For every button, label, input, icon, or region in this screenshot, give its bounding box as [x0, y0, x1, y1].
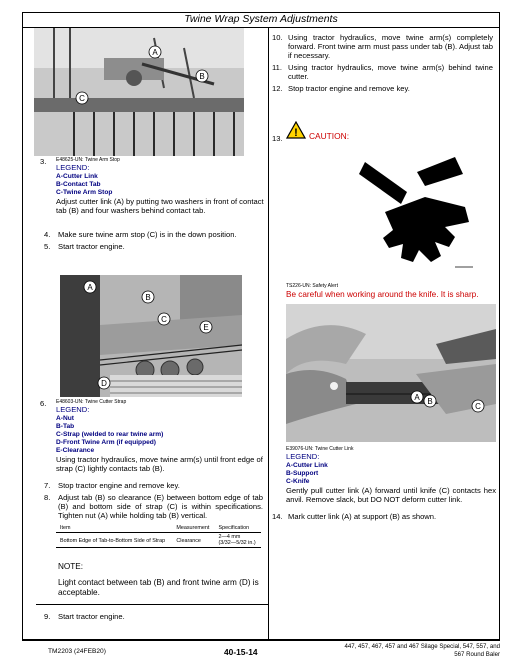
svg-text:A: A	[414, 393, 420, 402]
table-cell	[215, 533, 261, 548]
note-text: Light contact between tab (B) and front twine arm (D) is acceptable.	[58, 578, 259, 597]
step-3-block	[56, 157, 268, 215]
caution-label: CAUTION:	[309, 131, 350, 141]
callout-b	[142, 291, 154, 303]
step-9-number: 9.	[44, 612, 51, 621]
table-cell: Bottom Edge of Tab-to-Bottom Side of Strap	[56, 533, 172, 548]
legend-item: E-Clearance	[56, 446, 95, 454]
column-divider	[268, 28, 269, 639]
step-10-text: Using tractor hydraulics, move twine arm(s) completely forward. Front twine arm must pass under tab (B). Adjust tab if necessary.	[288, 33, 493, 61]
figure-caption: E48603-UN: Twine Cutter Strap	[56, 399, 127, 405]
step-7-number: 7.	[44, 481, 51, 490]
legend-item: B-Contact Tab	[56, 180, 101, 188]
specification-table	[56, 524, 261, 548]
table-header-cell: Specification	[215, 524, 261, 533]
svg-text:B: B	[199, 72, 205, 81]
step-6-block	[56, 399, 268, 473]
footer-page-number: 40-15-14	[224, 647, 258, 657]
step-14-text: Mark cutter link (A) at support (B) as shown.	[288, 512, 437, 521]
step-6-number: 6.	[40, 399, 47, 408]
callout-a	[149, 46, 161, 58]
step-12-text: Stop tractor engine and remove key.	[288, 84, 410, 93]
legend-item: A-Cutter Link	[56, 172, 98, 180]
svg-text:E: E	[203, 323, 209, 332]
svg-text:B: B	[427, 397, 433, 406]
callout-c	[472, 400, 484, 412]
figure-twine-cutter-strap	[60, 275, 242, 397]
svg-text:C: C	[475, 402, 481, 411]
step-5-text: Start tractor engine.	[58, 242, 125, 251]
step-13-cutter-link-block	[286, 446, 496, 504]
step-9-text: Start tractor engine.	[58, 612, 125, 621]
svg-text:!: !	[294, 127, 298, 139]
table-cell: Clearance	[172, 533, 214, 548]
spec-metric: 2—4 mm	[218, 534, 241, 540]
spec-imperial: (3/32—5/32 in.)	[218, 540, 256, 546]
step-11-number: 11.	[272, 63, 282, 72]
figure-caption: E39076-UN: Twine Cutter Link	[286, 446, 354, 452]
svg-text:D: D	[101, 379, 107, 388]
callout-a	[84, 281, 96, 293]
step-3-text: Adjust cutter link (A) by putting two washers in front of contact tab (B) and four washers behind contact tab.	[56, 196, 264, 215]
table-row	[56, 533, 261, 548]
legend-item: C-Twine Arm Stop	[56, 188, 113, 196]
legend-item: C-Knife	[286, 477, 310, 485]
figure-caption: E48625-UN: Twine Arm Stop	[56, 157, 120, 163]
footer-rule	[22, 640, 500, 641]
figure-twine-cutter-link	[286, 304, 496, 442]
step-12-number: 12.	[272, 84, 283, 93]
svg-text:C: C	[79, 94, 85, 103]
table-header-cell: Item	[56, 524, 172, 533]
caution-text: Be careful when working around the knife. It is sharp.	[286, 290, 479, 299]
callout-b	[196, 70, 208, 82]
legend-title: LEGEND:	[286, 452, 320, 461]
legend-item: A-Nut	[56, 414, 74, 422]
step-13-text: Gently pull cutter link (A) forward until knife (C) contacts hex anvil. Remove slack, but DO NOT deform cutter link.	[286, 485, 496, 504]
legend-item: B-Tab	[56, 422, 75, 430]
callout-c	[76, 92, 88, 104]
caution-figure-block	[286, 283, 496, 299]
footer-model-line-2: 567 Round Baler	[454, 651, 500, 658]
table-header-row	[56, 524, 261, 533]
warning-triangle-icon	[286, 121, 306, 139]
step-8-number: 8.	[44, 493, 51, 502]
step-4-number: 4.	[44, 230, 51, 239]
table-header-cell: Measurement	[172, 524, 214, 533]
figure-twine-arm-stop	[34, 28, 244, 156]
step-14-number: 14.	[272, 512, 283, 521]
step-6-text: Using tractor hydraulics, move twine arm(s) until front edge of strap (C) lightly contacts tab (B).	[56, 454, 263, 473]
step-4-text: Make sure twine arm stop (C) is in the down position.	[58, 230, 237, 239]
legend-item: B-Support	[286, 469, 319, 477]
step-7-text: Stop tractor engine and remove key.	[58, 481, 180, 490]
step-10-number: 10.	[272, 33, 283, 42]
svg-text:A: A	[152, 48, 158, 57]
svg-text:A: A	[87, 283, 93, 292]
footer-model-line-1: 447, 457, 467, 457 and 467 Silage Special, 547, 557, and	[344, 643, 500, 650]
step-5-number: 5.	[44, 242, 51, 251]
legend-title: LEGEND:	[56, 405, 90, 414]
callout-e	[200, 321, 212, 333]
figure-caption: TS226-UN: Safety Alert	[286, 283, 338, 289]
knife-cut-hand-icon	[345, 152, 475, 270]
step-8-text: Adjust tab (B) so clearance (E) between bottom edge of tab (B) and bottom side of strap (C) is within specifications. Tighten nut (A) while holding tab (B) vertical.	[58, 493, 263, 521]
svg-text:B: B	[145, 293, 151, 302]
legend-title: LEGEND:	[56, 163, 90, 172]
callout-c	[158, 313, 170, 325]
page-header-title: Twine Wrap System Adjustments	[184, 13, 338, 25]
callout-b	[424, 395, 436, 407]
callout-d	[98, 377, 110, 389]
svg-text:C: C	[161, 315, 167, 324]
legend-item: C-Strap (welded to rear twine arm)	[56, 430, 164, 438]
step-11-text: Using tractor hydraulics, move twine arm(s) behind twine cutter.	[288, 63, 493, 82]
note-rule	[36, 604, 268, 605]
callout-a	[411, 391, 423, 403]
legend-item: A-Cutter Link	[286, 461, 328, 469]
note-title: NOTE:	[58, 562, 84, 571]
legend-item: D-Front Twine Arm (if equipped)	[56, 438, 156, 446]
step-3-number: 3.	[40, 157, 47, 166]
step-13-number: 13.	[272, 134, 283, 143]
footer-doc-id: TM2203 (24FEB20)	[48, 648, 106, 655]
